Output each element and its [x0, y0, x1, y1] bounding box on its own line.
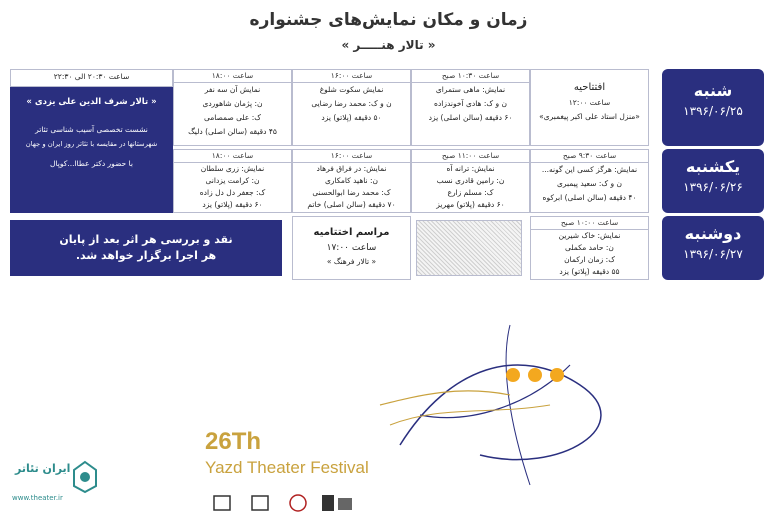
cell-line: ۷۰ دقیقه (سالن اصلی) خاتم: [307, 200, 396, 209]
cell-line: ۵۰ دقیقه (پلاتو) یزد: [321, 113, 382, 122]
row3-closing: [292, 216, 411, 280]
cell-line: ساعت ۱۷:۰۰: [326, 243, 377, 253]
day-name: یکشنبه: [685, 157, 741, 176]
cell-line: نمایش: ترانه آه: [446, 164, 495, 173]
sponsor-logos: [210, 490, 360, 516]
day-name: شنبه: [693, 81, 733, 100]
panel-title: « تالار شرف الدین علی یزدی »: [26, 97, 157, 107]
cell-line: ۴۵ دقیقه (سالن اصلی) دلیگ: [188, 127, 277, 136]
cell-line: ن و ک: محمد رضا رضایی: [311, 99, 392, 108]
logo-dot: [528, 368, 542, 382]
row1-slot-1800: [173, 69, 292, 146]
cell-header: ساعت ۱۸:۰۰: [174, 70, 291, 83]
cell-line: نمایش: زری سلطان: [200, 164, 265, 173]
cell-line: ساعت ۱۲:۰۰: [568, 98, 611, 107]
empty-slot: [416, 220, 522, 276]
day-label-monday: [662, 216, 764, 280]
logo-dot: [506, 368, 520, 382]
cell-line: «منزل استاد علی اکبر پیغمبری»: [539, 112, 640, 121]
panel-line: شهرستانها در مقایسه با تئاتر روز ایران و جهان: [25, 140, 158, 148]
cell-line: ک: جعفر دل دل زاده: [199, 188, 266, 197]
logo-dot: [550, 368, 564, 382]
row2-slot-0930: [530, 149, 649, 213]
cell-line: ۶۰ دقیقه (سالن اصلی) یزد: [428, 113, 513, 122]
review-note: [10, 220, 282, 276]
cell-line: ۶۰ دقیقه (پلاتو) یزد: [202, 200, 263, 209]
cell-line: ۶۰ دقیقه (پلاتو) مهریز: [436, 200, 505, 209]
cell-header: ساعت ۱۸:۰۰: [174, 150, 291, 163]
cell-line: نمایش: خاک شیرین: [558, 231, 621, 240]
cell-line: ۴۰ دقیقه (سالن اصلی) ابرکوه: [542, 193, 637, 202]
page-title: زمان و مکان نمایش‌های جشنواره: [249, 10, 528, 30]
row2-slot-1800: [173, 149, 292, 213]
day-name: دوشنبه: [684, 224, 742, 243]
cell-line: نمایش: ماهی ستمرای: [435, 85, 506, 94]
cell-header: ساعت ۱۱:۰۰ صبح: [412, 150, 529, 163]
watermark-emblem: [72, 460, 98, 494]
cell-line: نمایش: هرگز کسی این گونه...: [541, 165, 638, 174]
cell-line: ن و ک: هادی آخوندزاده: [434, 99, 507, 108]
note-line: هر اجرا برگزار خواهد شد.: [75, 249, 217, 262]
cell-header: ساعت ۱۶:۰۰: [293, 70, 410, 83]
row1-slot-1030: [411, 69, 530, 146]
cell-line: مراسم اختتامیه: [313, 227, 390, 238]
cell-line: نمایش آن سه نفر: [204, 85, 261, 94]
cell-line: ن: پژمان شاهوردی: [202, 99, 263, 108]
watermark-url: www.theater.ir: [12, 494, 63, 502]
cell-line: ن و ک: سعید پیمبری: [557, 179, 622, 188]
day-date: ۱۳۹۶/۰۶/۲۵: [683, 104, 743, 118]
cell-header: ساعت ۱۰:۰۰ صبح: [531, 217, 648, 230]
row1-panel-session: [10, 87, 173, 213]
cell-line: افتتاحیه: [573, 82, 606, 93]
cell-header: ساعت ۹:۳۰ صبح: [531, 150, 648, 163]
cell-line: ن: کرامت یزدانی: [205, 176, 260, 185]
cell-line: نمایش سکوت شلوغ: [319, 85, 384, 94]
day-date: ۱۳۹۶/۰۶/۲۷: [683, 247, 743, 261]
cell-line: ک: زمان ارکمان: [564, 255, 615, 264]
panel-line: نشست تخصصی آسیب شناسی تئاتر: [35, 125, 148, 134]
page-subtitle: « تالار هنـــــر »: [341, 38, 436, 52]
row3-slot-1000: [530, 216, 649, 280]
festival-name: Yazd Theater Festival: [205, 458, 369, 477]
cell-line: ن: حامد مکملی: [565, 243, 614, 252]
row1-slot-2030-header: [10, 69, 173, 87]
note-line: نقد و بررسی هر اثر بعد از پایان: [59, 233, 233, 246]
day-label-sunday: [662, 149, 764, 213]
cell-header: ساعت ۲۰:۳۰ الی ۲۲:۳۰: [53, 72, 130, 81]
day-date: ۱۳۹۶/۰۶/۲۶: [683, 180, 743, 194]
cell-line: ک: علی صمصامی: [204, 113, 261, 122]
cell-line: ک: محمد رضا ابوالحسنی: [312, 188, 391, 197]
watermark-brand: ایران تئاتر: [15, 462, 71, 475]
cell-line: « تالار فرهنگ »: [326, 257, 377, 266]
day-label-saturday: [662, 69, 764, 146]
row1-slot-1600: [292, 69, 411, 146]
cell-line: نمایش: در فراق فرهاد: [316, 164, 387, 173]
cell-line: ن: رامین قادری نسب: [436, 176, 505, 185]
cell-header: ساعت ۱۰:۳۰ صبح: [412, 70, 529, 83]
cell-header: ساعت ۱۶:۰۰: [293, 150, 410, 163]
row2-slot-1100: [411, 149, 530, 213]
festival-calligraphy-logo: [360, 305, 620, 505]
cell-line: ک: مسلم زارع: [447, 188, 494, 197]
panel-line: با حضور دکتر عطاا...کوپال: [50, 159, 133, 168]
row1-opening: [530, 69, 649, 146]
row2-slot-1600: [292, 149, 411, 213]
cell-line: ن: ناهید کامکاری: [324, 176, 379, 185]
festival-number: 26Th: [205, 428, 262, 455]
cell-line: ۵۵ دقیقه (پلاتو) یزد: [559, 267, 620, 276]
